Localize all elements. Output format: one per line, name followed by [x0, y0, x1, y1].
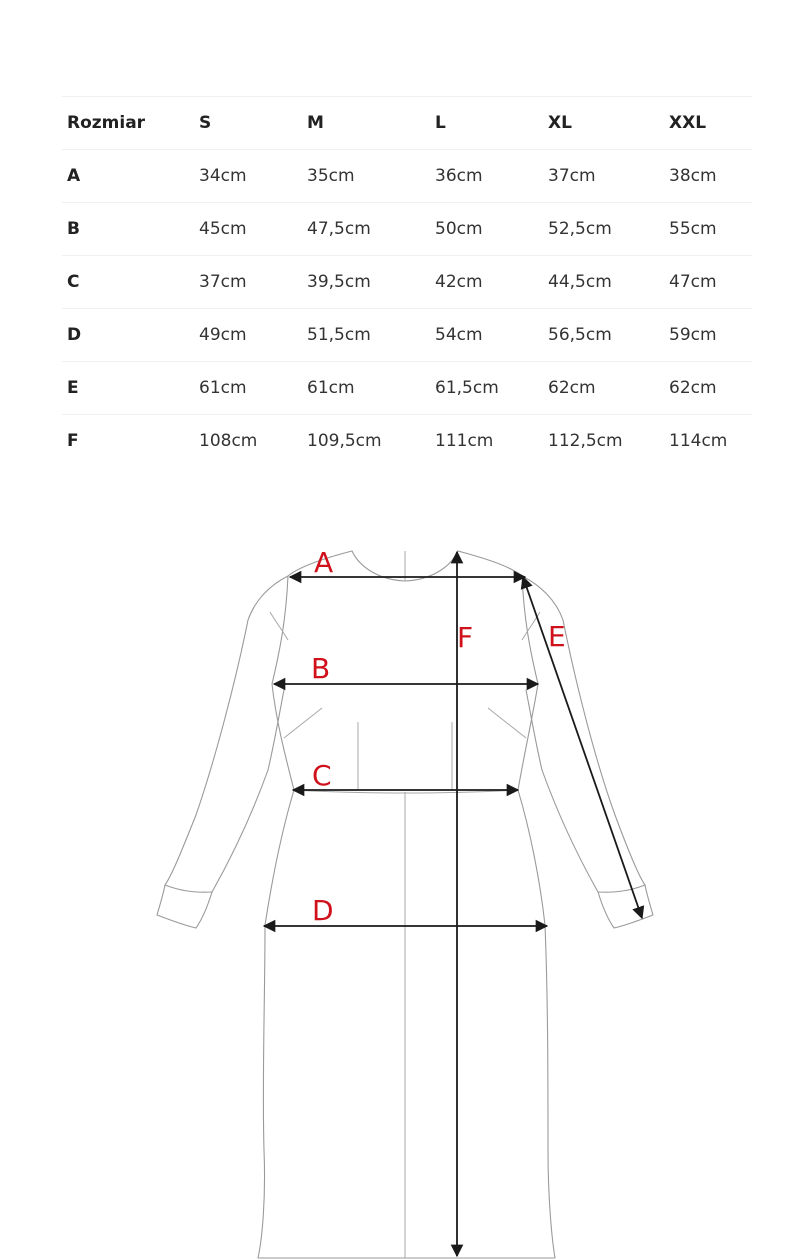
header-m: M: [302, 97, 430, 150]
table-cell: 37cm: [543, 150, 664, 203]
header-xl: XL: [543, 97, 664, 150]
row-label: D: [62, 309, 194, 362]
table-row-a: [62, 150, 752, 203]
header-s: S: [194, 97, 302, 150]
table-cell: 114cm: [664, 415, 752, 468]
dress-measurement-diagram: [0, 540, 810, 1260]
row-label: F: [62, 415, 194, 468]
label-a: A: [314, 546, 334, 579]
row-label: C: [62, 256, 194, 309]
label-c: C: [312, 759, 332, 792]
label-b: B: [311, 652, 331, 685]
right-cuff-line: [598, 885, 645, 892]
bust-dart-right: [488, 708, 526, 738]
table-cell: 54cm: [430, 309, 543, 362]
table-header-row: [62, 97, 752, 150]
table-cell: 59cm: [664, 309, 752, 362]
sleeve-crease-left: [270, 612, 288, 640]
bust-dart-left: [284, 708, 322, 738]
arrow-e: [523, 577, 642, 918]
left-cuff-line: [165, 885, 212, 892]
row-label: E: [62, 362, 194, 415]
table-cell: 112,5cm: [543, 415, 664, 468]
table-cell: 61,5cm: [430, 362, 543, 415]
table-row-f: [62, 415, 752, 468]
left-sleeve: [157, 576, 288, 928]
table-row-c: [62, 256, 752, 309]
table-cell: 45cm: [194, 203, 302, 256]
row-label: A: [62, 150, 194, 203]
header-xxl: XXL: [664, 97, 752, 150]
label-d: D: [312, 894, 334, 927]
table-cell: 50cm: [430, 203, 543, 256]
table-cell: 34cm: [194, 150, 302, 203]
table-cell: 42cm: [430, 256, 543, 309]
table-cell: 52,5cm: [543, 203, 664, 256]
table-row-e: [62, 362, 752, 415]
table-cell: 61cm: [194, 362, 302, 415]
table-cell: 38cm: [664, 150, 752, 203]
table-cell: 56,5cm: [543, 309, 664, 362]
header-l: L: [430, 97, 543, 150]
table-cell: 36cm: [430, 150, 543, 203]
label-e: E: [548, 620, 566, 653]
table-cell: 51,5cm: [302, 309, 430, 362]
table-cell: 44,5cm: [543, 256, 664, 309]
row-label: B: [62, 203, 194, 256]
measurement-labels: [311, 546, 566, 927]
table-cell: 61cm: [302, 362, 430, 415]
table-row-d: [62, 309, 752, 362]
table-cell: 62cm: [543, 362, 664, 415]
header-rozmiar: Rozmiar: [62, 97, 194, 150]
label-f: F: [457, 621, 474, 654]
table-cell: 35cm: [302, 150, 430, 203]
dress-outline: [157, 551, 653, 1258]
table-cell: 111cm: [430, 415, 543, 468]
size-table: [62, 96, 752, 467]
table-cell: 55cm: [664, 203, 752, 256]
dress-body-outline: [258, 551, 555, 1258]
table-cell: 37cm: [194, 256, 302, 309]
table-cell: 62cm: [664, 362, 752, 415]
table-cell: 108cm: [194, 415, 302, 468]
table-cell: 47cm: [664, 256, 752, 309]
table-cell: 39,5cm: [302, 256, 430, 309]
table-row-b: [62, 203, 752, 256]
table-cell: 109,5cm: [302, 415, 430, 468]
table-cell: 47,5cm: [302, 203, 430, 256]
table-cell: 49cm: [194, 309, 302, 362]
